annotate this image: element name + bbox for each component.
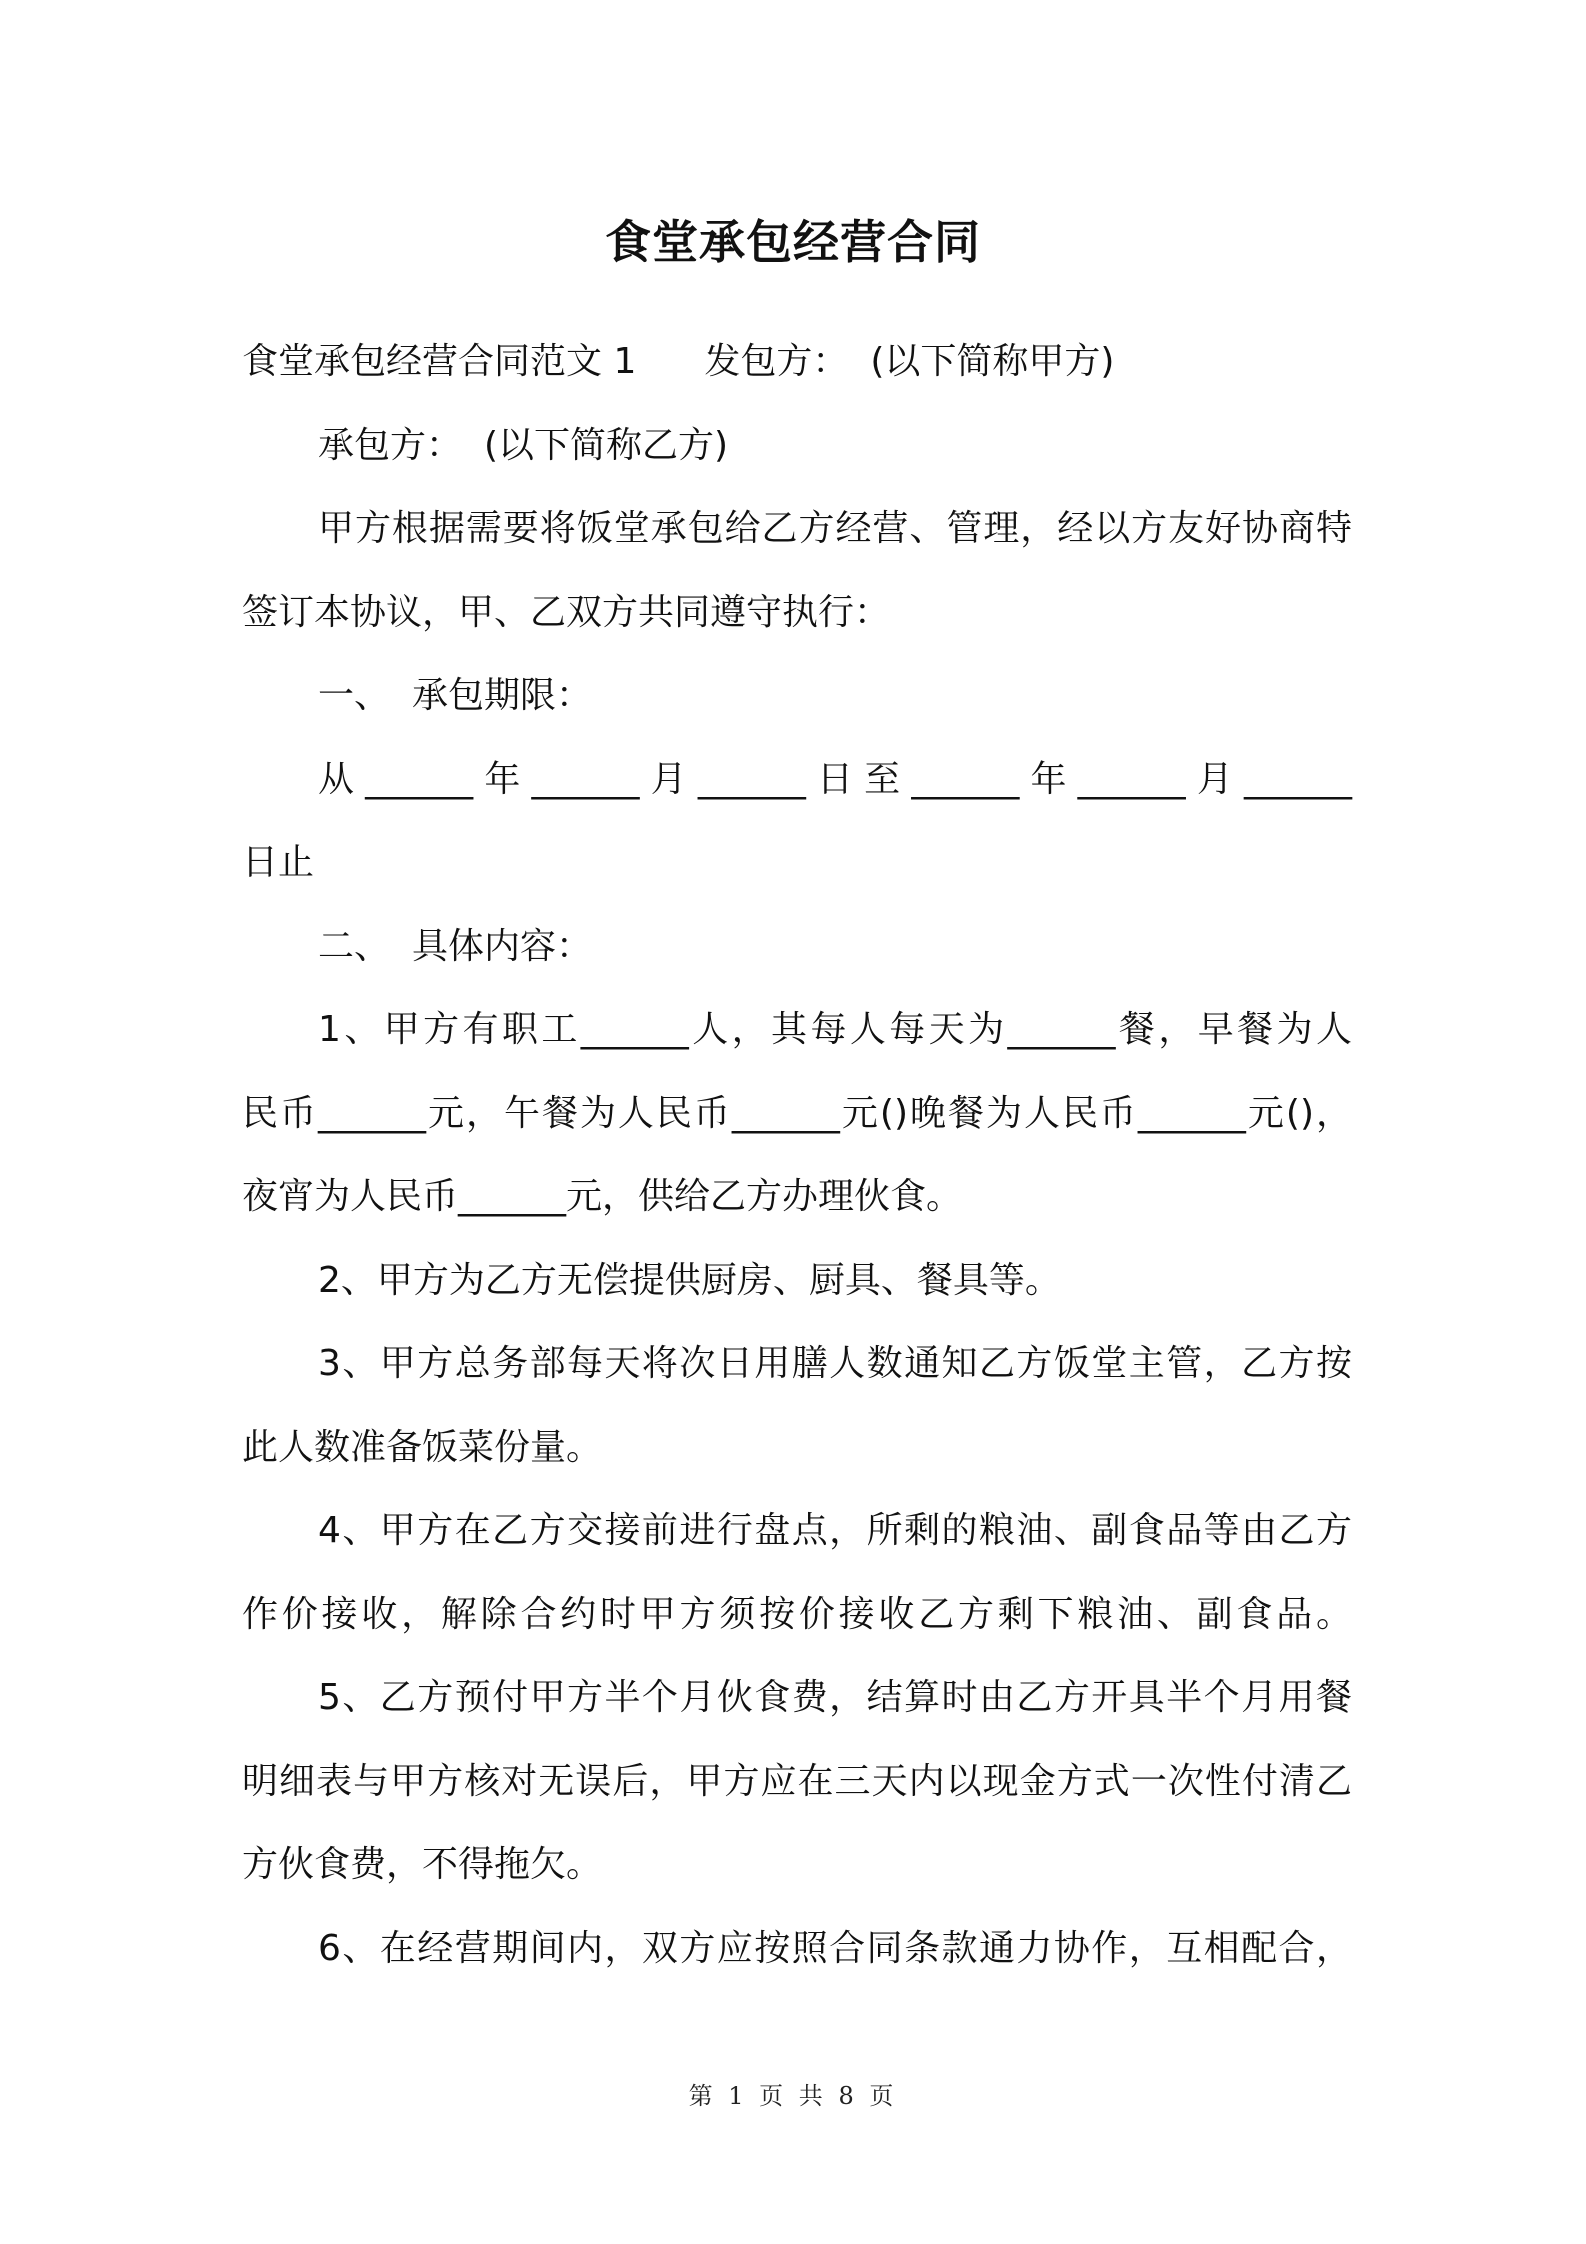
section-heading-1 [242,654,1352,738]
document-title: 食堂承包经营合同 [605,215,981,269]
paragraph-line-13: 3、甲方总务部每天将次日用膳人数通知乙方饭堂主管，乙方按 [318,1343,1352,1384]
paragraph-line-17: 5、乙方预付甲方半个月伙食费，结算时由乙方开具半个月用餐 [318,1677,1352,1718]
document-body [242,320,1352,1990]
section-number-1: 一、 [318,675,391,716]
paragraph-line-14: 此人数准备饭菜份量。 [242,1426,603,1468]
party-a-label: 发包方： [704,341,849,382]
paragraph-line-1 [242,320,1352,404]
party-b-note: (以下简称乙方) [484,424,729,466]
paragraph-line-2 [242,404,1352,488]
paragraph-line-7: 日止 [242,842,315,883]
paragraph-line-6: 从______年______月______日至______年______月______ [318,758,1352,800]
paragraph-line-16: 作价接收，解除合约时甲方须按价接收乙方剩下粮油、副食品。 [242,1593,1352,1635]
section-heading-2 [242,905,1352,989]
party-a-note: (以下简称甲方) [870,341,1115,382]
paragraph-line-11: 夜宵为人民币______元，供给乙方办理伙食。 [242,1176,963,1217]
section-title-2: 具体内容： [412,925,593,967]
paragraph-line-18: 明细表与甲方核对无误后，甲方应在三天内以现金方式一次性付清乙 [242,1760,1352,1802]
section-title-1: 承包期限： [412,675,593,716]
contract-subtitle: 食堂承包经营合同范文 1 [242,341,637,382]
paragraph-line-12: 2、甲方为乙方无偿提供厨房、厨具、餐具等。 [318,1259,1061,1301]
paragraph-line-4: 签订本协议，甲、乙双方共同遵守执行： [242,591,891,633]
party-b-label: 承包方： [318,424,463,466]
paragraph-line-3: 甲方根据需要将饭堂承包给乙方经营、管理，经以方友好协商特 [318,508,1352,549]
paragraph-line-20: 6、在经营期间内，双方应按照合同条款通力协作，互相配合， [318,1927,1352,1969]
paragraph-line-19: 方伙食费，不得拖欠。 [242,1844,603,1885]
paragraph-line-10: 民币______元，午餐为人民币______元()晚餐为人民币______元()， [242,1092,1352,1134]
paragraph-line-9: 1、甲方有职工______人，其每人每天为______餐，早餐为人 [318,1009,1352,1050]
page-number-footer: 第 1 页 共 8 页 [688,2082,898,2110]
section-number-2: 二、 [318,925,391,967]
paragraph-line-15: 4、甲方在乙方交接前进行盘点，所剩的粮油、副食品等由乙方 [318,1510,1352,1551]
